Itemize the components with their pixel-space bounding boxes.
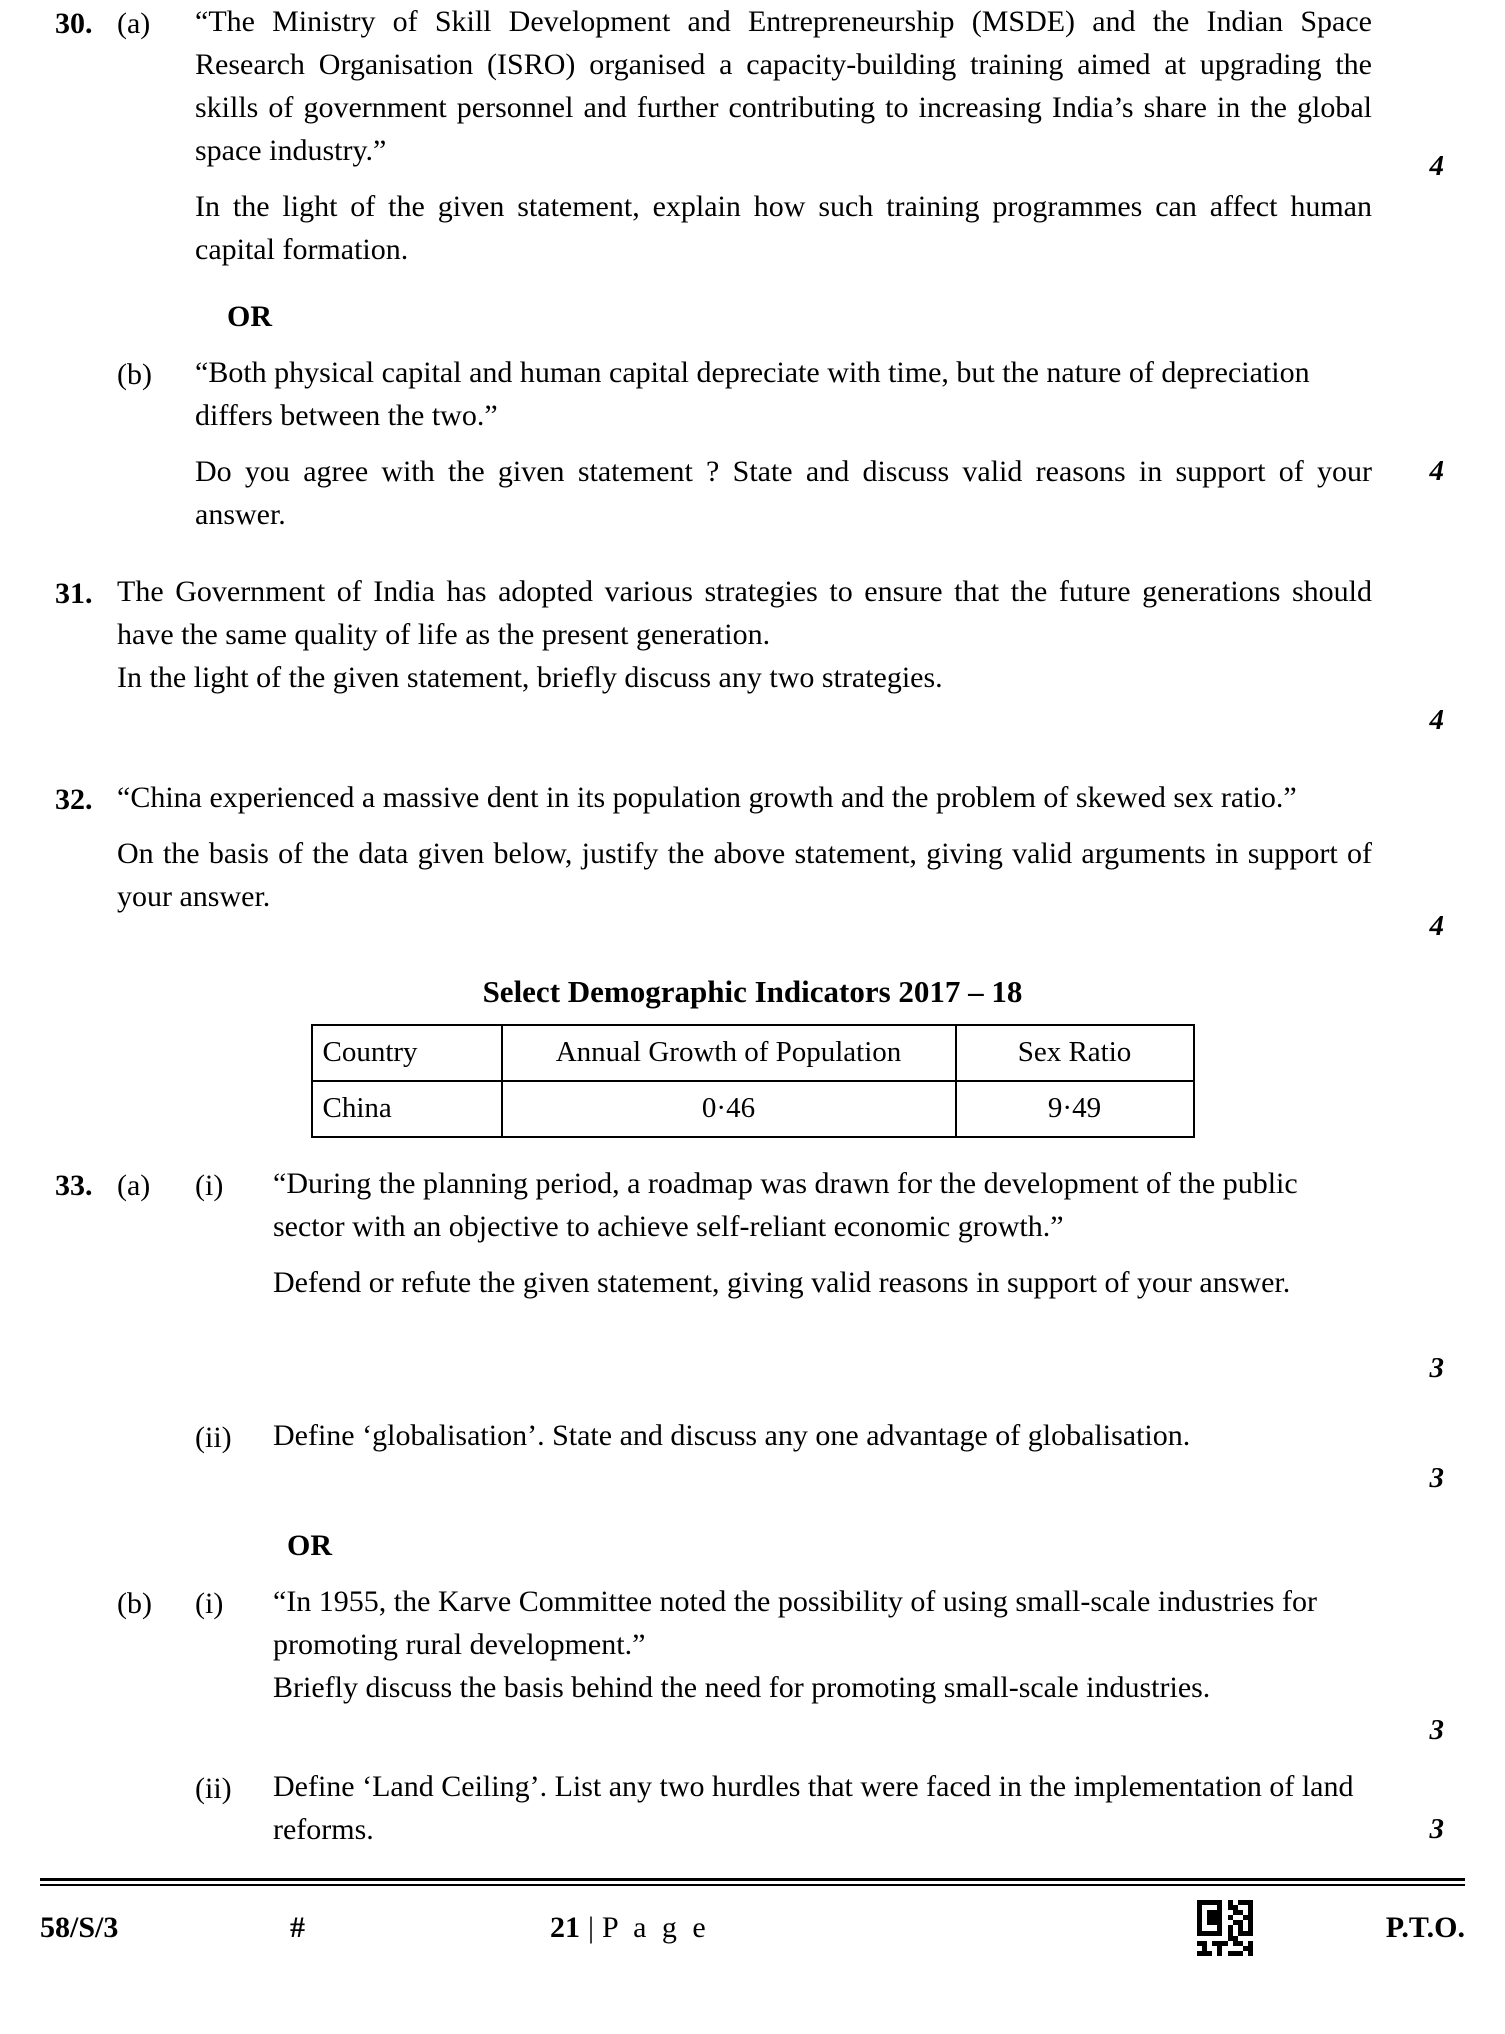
question-32: [55, 776, 1450, 948]
question-32-statement: “China experienced a massive dent in its population growth and the problem of skewed sex ratio.”: [117, 781, 1297, 814]
table-title: Select Demographic Indicators 2017 – 18: [482, 974, 1023, 1009]
question-33b-i-roman: (i): [195, 1587, 224, 1620]
question-30b-body: [195, 351, 1372, 536]
marks-30b: [1372, 351, 1450, 493]
question-33b-i-statement: “In 1955, the Karve Committee noted the possibility of using small-scale industries for promoting rural development.”: [273, 1585, 1317, 1661]
marks-31-value: 4: [1429, 704, 1444, 736]
page-word: P a g e: [602, 1911, 710, 1944]
table-header-country: Country: [312, 1025, 502, 1081]
question-33a-ii-spacer1: [55, 1414, 117, 1416]
question-31-followup: In the light of the given statement, briefly discuss any two strategies.: [117, 661, 943, 694]
question-31-statement: The Government of India has adopted various strategies to ensure that the future generations should have the same quality of life as the present generation.: [117, 575, 1372, 651]
marks-33a-i-value: 3: [1429, 1352, 1444, 1384]
question-33a-ii-statement: Define ‘globalisation’. State and discuss any one advantage of globalisation.: [273, 1419, 1191, 1452]
question-30a: [55, 0, 1450, 271]
question-33b-ii-roman: (ii): [195, 1772, 232, 1805]
question-33a-i-roman: (i): [195, 1169, 224, 1202]
question-30b-label: (b): [117, 358, 152, 391]
table-cell-country: China: [312, 1081, 502, 1137]
question-33b-spacer: [55, 1580, 117, 1582]
question-33a-ii-body: [273, 1414, 1372, 1457]
question-30b-spacer: [55, 351, 117, 353]
question-33b-i-body: [273, 1580, 1372, 1709]
question-30b: [55, 351, 1450, 536]
footer-row: [40, 1900, 1465, 1956]
question-33b-i-followup: Briefly discuss the basis behind the need for promoting small-scale industries.: [273, 1671, 1211, 1704]
question-33a-ii: [55, 1414, 1450, 1500]
qr-code-icon: [1197, 1900, 1253, 1956]
question-number-31: 31.: [55, 577, 93, 610]
question-33b-label: (b): [117, 1587, 152, 1620]
question-33b-ii-statement: Define ‘Land Ceiling’. List any two hurdles that were faced in the implementation of land reforms.: [273, 1770, 1354, 1846]
footer-divider: [40, 1878, 1465, 1886]
question-33a-label: (a): [117, 1169, 151, 1202]
marks-30a: [1372, 0, 1450, 188]
question-number-33: 33.: [55, 1169, 93, 1202]
table-cell-sex-ratio: 9·49: [956, 1081, 1194, 1137]
question-31: [55, 570, 1450, 742]
question-30a-label: (a): [117, 7, 151, 40]
demographic-indicators-table: [311, 1024, 1195, 1138]
table-header-sex-ratio: Sex Ratio: [956, 1025, 1194, 1081]
table-cell-growth: 0·46: [502, 1081, 956, 1137]
table-header-row: [312, 1025, 1194, 1081]
footer-hash-symbol: #: [290, 1911, 305, 1944]
question-33a-i-body: [273, 1162, 1372, 1304]
marks-30a-value: 4: [1429, 150, 1444, 182]
question-33b-ii-spacer1: [55, 1765, 117, 1767]
pto-label: P.T.O.: [1385, 1911, 1465, 1944]
question-33b-i: [55, 1580, 1450, 1752]
marks-32: [1372, 776, 1450, 948]
marks-33b-ii: [1372, 1765, 1450, 1851]
demographic-table-section: [55, 972, 1450, 1138]
or-divider-33: OR: [287, 1529, 332, 1562]
page-separator: |: [588, 1911, 595, 1944]
table-header-growth: Annual Growth of Population: [502, 1025, 956, 1081]
question-number-32: 32.: [55, 783, 93, 816]
question-33a-ii-roman: (ii): [195, 1421, 232, 1454]
question-30a-body: [195, 0, 1372, 271]
question-33a-i: [55, 1162, 1450, 1390]
marks-31: [1372, 570, 1450, 742]
question-33b-ii: [55, 1765, 1450, 1851]
page-indicator: [510, 1911, 1165, 1945]
question-30b-statement: “Both physical capital and human capital depreciate with time, but the nature of depreciation differs between the two.”: [195, 356, 1310, 432]
question-32-body: [117, 776, 1372, 918]
question-33a-ii-spacer2: [117, 1414, 195, 1416]
marks-33b-ii-value: 3: [1429, 1813, 1444, 1845]
marks-33b-i-value: 3: [1429, 1714, 1444, 1746]
question-31-body: [117, 570, 1372, 699]
marks-33b-i: [1372, 1580, 1450, 1752]
qr-code-container: [1165, 1900, 1285, 1956]
marks-30b-value: 4: [1429, 455, 1444, 487]
question-33b-ii-spacer2: [117, 1765, 195, 1767]
question-33b-ii-body: [273, 1765, 1372, 1851]
question-33a-i-statement: “During the planning period, a roadmap was drawn for the development of the public sector with an objective to achieve self-reliant economic growth.”: [273, 1167, 1298, 1243]
question-30a-statement: “The Ministry of Skill Development and Entrepreneurship (MSDE) and the Indian Space Research Organisation (ISRO) organised a capacity-building training aimed at upgrading the skills of government personnel and further contributing to increasing India’s share in the global space industry.”: [195, 5, 1372, 167]
marks-32-value: 4: [1429, 910, 1444, 942]
page-footer: [0, 1878, 1505, 1956]
marks-33a-i: [1372, 1162, 1450, 1390]
question-32-followup: On the basis of the data given below, justify the above statement, giving valid arguments in support of your answer.: [117, 837, 1372, 913]
marks-33a-ii: [1372, 1414, 1450, 1500]
question-30a-followup: In the light of the given statement, explain how such training programmes can affect human capital formation.: [195, 190, 1372, 266]
paper-code: 58/S/3: [40, 1911, 119, 1944]
table-row: [312, 1081, 1194, 1137]
question-number-30: 30.: [55, 7, 93, 40]
question-30b-followup: Do you agree with the given statement ? State and discuss valid reasons in support of your answer.: [195, 455, 1372, 531]
marks-33a-ii-value: 3: [1429, 1462, 1444, 1494]
question-33a-i-followup: Defend or refute the given statement, giving valid reasons in support of your answer.: [273, 1266, 1291, 1299]
or-divider-30: OR: [227, 300, 272, 333]
page-number: 21: [550, 1911, 580, 1944]
